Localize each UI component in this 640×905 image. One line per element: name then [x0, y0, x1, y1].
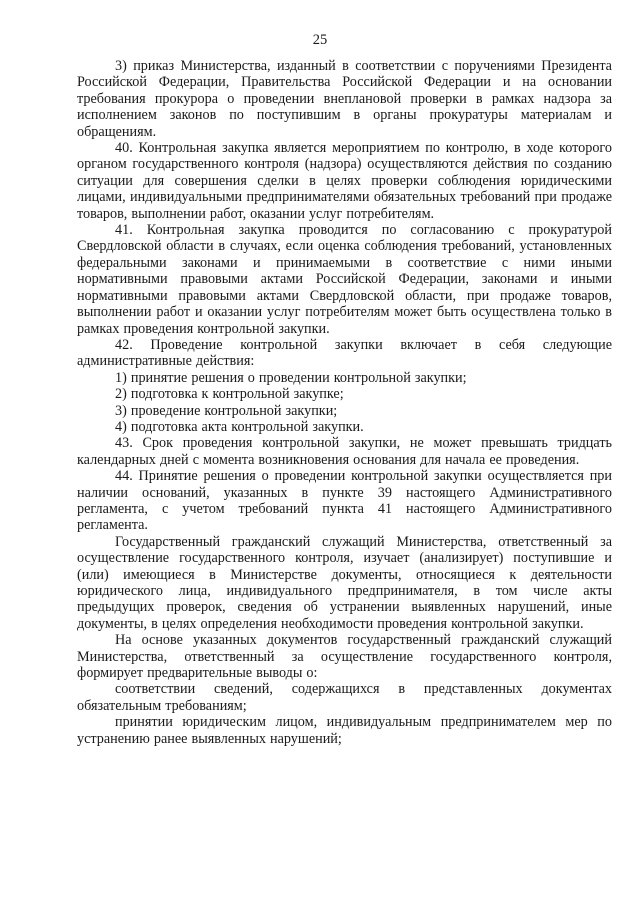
- paragraph-43: 43. Срок проведения контрольной закупки, не может превышать тридцать календарных дней с момента возникновения основания для начала ее проведения.: [77, 435, 612, 468]
- page-number: 25: [312, 32, 328, 48]
- list-item-1: 1) принятие решения о проведении контрольной закупки;: [115, 369, 467, 386]
- paragraph-41: 41. Контрольная закупка проводится по согласованию с прокуратурой Свердловской области в случаях, если оценка соблюдения требований, установленных федеральными законами и принимаемыми в соответствие с ними иными нормативными правовыми актами Российской Федерации, законами и иными нормативными правовыми актами Свердловской области, при продаже товаров, выполнении работ и оказании услуг потребителям может быть осуществлена только в рамках проведения контрольной закупки.: [77, 222, 612, 337]
- list-item-3: 3) проведение контрольной закупки;: [115, 402, 338, 419]
- paragraph-measures: принятии юридическим лицом, индивидуальным предпринимателем мер по устранению ранее выявленных нарушений;: [77, 714, 612, 747]
- document-body: [77, 58, 612, 747]
- paragraph-preliminary-conclusions: На основе указанных документов государственный гражданский служащий Министерства, ответственный за осуществление государственного контроля, формирует предварительные выводы о:: [77, 632, 612, 682]
- paragraph-civil-servant: Государственный гражданский служащий Министерства, ответственный за осуществление государственного контроля, изучает (анализирует) поступившие и (или) имеющиеся в Министерстве документы, относящиеся к деятельности юридического лица, индивидуального предпринимателя, в том числе акты предыдущих проверок, сведения об устранении выявленных нарушений, иные документы, в целях определения необходимости проведения контрольной закупки.: [77, 533, 612, 632]
- paragraph-compliance: соответствии сведений, содержащихся в представленных документах обязательным требованиям;: [77, 681, 612, 714]
- paragraph-40: 40. Контрольная закупка является мероприятием по контролю, в ходе которого органом государственного контроля (надзора) осуществляются действия по созданию ситуации для совершения сделки в целях проверки соблюдения юридическими лицами, индивидуальными предпринимателями обязательных требований при продаже товаров, выполнении работ, оказании услуг потребителям.: [77, 140, 612, 222]
- paragraph-44: 44. Принятие решения о проведении контрольной закупки осуществляется при наличии оснований, указанных в пункте 39 настоящего Административного регламента, с учетом требований пункта 41 настоящего Административного регламента.: [77, 468, 612, 534]
- list-item-4: 4) подготовка акта контрольной закупки.: [115, 418, 364, 435]
- list-item-2: 2) подготовка к контрольной закупке;: [115, 386, 344, 403]
- paragraph-order-3: 3) приказ Министерства, изданный в соответствии с поручениями Президента Российской Федерации, Правительства Российской Федерации и на основании требования прокурора о проведении внеплановой проверки в рамках надзора за исполнением законов по поступившим в органы прокуратуры материалам и обращениям.: [77, 58, 612, 140]
- paragraph-42: 42. Проведение контрольной закупки включает в себя следующие административные действия:: [77, 336, 612, 370]
